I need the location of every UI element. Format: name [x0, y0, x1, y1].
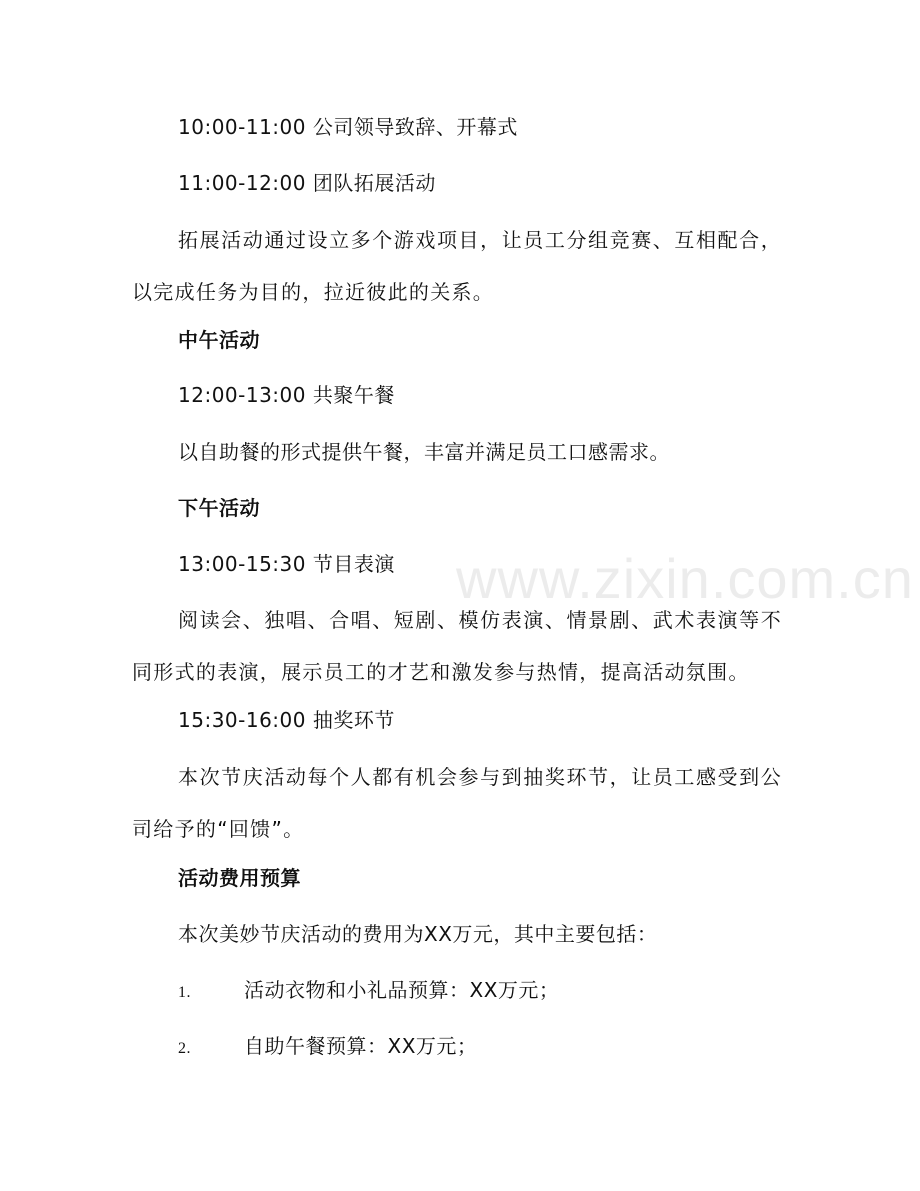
list-item-text: 自助午餐预算：XX万元； — [244, 1034, 478, 1058]
heading-budget: 活动费用预算 — [178, 866, 301, 890]
heading-noon-activities: 中午活动 — [178, 328, 260, 352]
heading-afternoon-activities: 下午活动 — [178, 496, 260, 520]
paragraph-performances: 阅读会、独唱、合唱、短剧、模仿表演、情景剧、武术表演等不同形式的表演，展示员工的才艺和激发参与热情，提高活动氛围。 — [132, 608, 782, 684]
list-item-number: 2. — [178, 1040, 191, 1057]
paragraph-lottery: 本次节庆活动每个人都有机会参与到抽奖环节，让员工感受到公司给予的“回馈”。 — [132, 765, 782, 841]
paragraph-team-building: 拓展活动通过设立多个游戏项目，让员工分组竞赛、互相配合，以完成任务为目的，拉近彼此的关系。 — [132, 228, 782, 304]
paragraph-lunch: 以自助餐的形式提供午餐，丰富并满足员工口感需求。 — [178, 440, 670, 464]
paragraph-budget-intro: 本次美妙节庆活动的费用为XX万元，其中主要包括： — [178, 922, 658, 946]
schedule-line-lottery: 15:30-16:00 抽奖环节 — [178, 708, 395, 732]
schedule-line-performances: 13:00-15:30 节目表演 — [178, 552, 395, 576]
schedule-line-lunch: 12:00-13:00 共聚午餐 — [178, 383, 395, 407]
list-item-number: 1. — [178, 984, 191, 1001]
schedule-line-team-building: 11:00-12:00 团队拓展活动 — [178, 171, 436, 195]
schedule-line-opening: 10:00-11:00 公司领导致辞、开幕式 — [178, 115, 518, 139]
list-item-text: 活动衣物和小礼品预算：XX万元； — [244, 978, 560, 1002]
watermark: www.zixin.com.cn — [456, 547, 914, 610]
